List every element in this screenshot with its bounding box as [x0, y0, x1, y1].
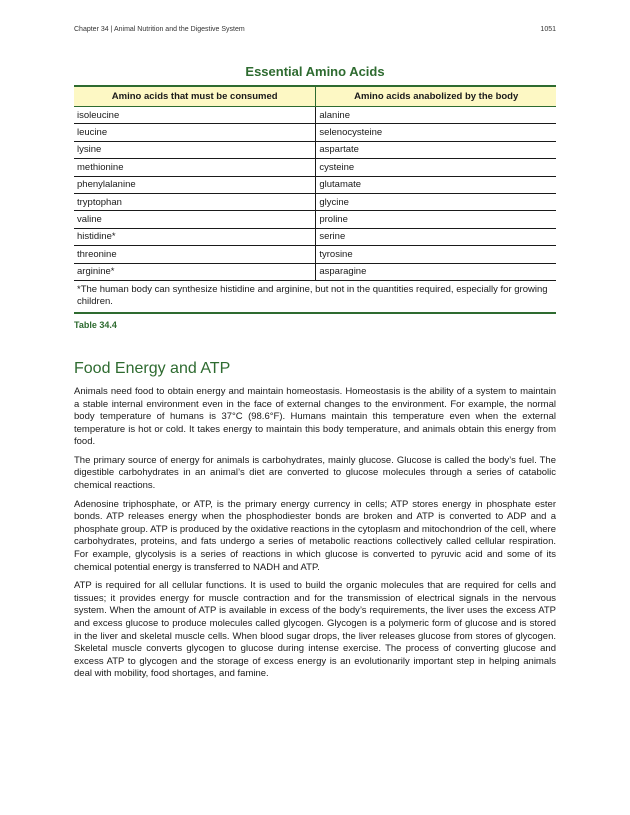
table-row: [74, 124, 556, 141]
table-cell: aspartate: [316, 141, 556, 158]
table-cell: tryptophan: [74, 193, 316, 210]
table-cell: cysteine: [316, 159, 556, 176]
table-cell: selenocysteine: [316, 124, 556, 141]
page-number: 1051: [540, 26, 556, 33]
table-cell: histidine*: [74, 228, 316, 245]
table-cell: lysine: [74, 141, 316, 158]
table-cell: threonine: [74, 246, 316, 263]
table-row: [74, 107, 556, 124]
chapter-title: Chapter 34 | Animal Nutrition and the Digestive System: [74, 26, 245, 33]
section-heading: Food Energy and ATP: [74, 359, 231, 377]
table-cell: glycine: [316, 193, 556, 210]
table-row: [74, 159, 556, 176]
table-cell: asparagine: [316, 263, 556, 280]
table-cell: leucine: [74, 124, 316, 141]
paragraph: ATP is required for all cellular functions. It is used to build the organic molecules that are required for cells and tissues; it provides energy for muscle contraction and for the transmission of electrical signals in the nervous system. When the amount of ATP is available in excess of the body’s requirements, the liver uses the excess ATP and excess glucose to produce molecules called glycogen. Glycogen is a polymeric form of glucose and is stored in the liver and skeletal muscle cells. When blood sugar drops, the liver releases glucose from stores of glycogen. Skeletal muscle converts glycogen to glucose during intense exercise. The process of converting glucose and excess ATP to glycogen and the storage of excess energy is an evolutionarily important step in helping animals deal with mobility, food shortages, and famine.: [74, 580, 556, 680]
running-header: [74, 26, 556, 33]
table-cell: glutamate: [316, 176, 556, 193]
table-row: [74, 211, 556, 228]
table-row: [74, 176, 556, 193]
table-cell: methionine: [74, 159, 316, 176]
column-header-consumed: Amino acids that must be consumed: [74, 86, 316, 107]
table-cell: proline: [316, 211, 556, 228]
table-header-row: [74, 86, 556, 107]
page-content: [74, 60, 556, 687]
table-footnote-row: [74, 280, 556, 313]
paragraph: Adenosine triphosphate, or ATP, is the primary energy currency in cells; ATP stores energy in phosphate ester bonds. ATP releases energy when the phosphodiester bonds are broken and ATP is converted to ADP and a phosphate group. ATP is produced by the oxidative reactions in the cytoplasm and mitochondrion of the cell, where carbohydrates, proteins, and fats undergo a series of metabolic reactions collectively called cellular respiration. For example, glycolysis is a series of reactions in which glucose is converted to pyruvic acid and some of its chemical potential energy is transferred to NADH and ATP.: [74, 498, 556, 573]
table-row: [74, 228, 556, 245]
paragraph: Animals need food to obtain energy and maintain homeostasis. Homeostasis is the ability of a system to maintain a stable internal environment even in the face of external changes to the environment. For example, the normal body temperature of humans is 37°C (98.6°F). Humans maintain this temperature even when the external temperature is hot or cold. It takes energy to maintain this body temperature, and animals obtain this energy from food.: [74, 385, 556, 448]
table-cell: alanine: [316, 107, 556, 124]
table-cell: valine: [74, 211, 316, 228]
table-cell: phenylalanine: [74, 176, 316, 193]
table-caption: Table 34.4: [74, 319, 117, 330]
paragraph: The primary source of energy for animals is carbohydrates, mainly glucose. Glucose is called the body’s fuel. The digestible carbohydrates in an animal’s diet are converted to glucose molecules through a series of catabolic chemical reactions.: [74, 454, 556, 492]
table-title: Essential Amino Acids: [245, 64, 385, 79]
table-cell: serine: [316, 228, 556, 245]
table-cell: tyrosine: [316, 246, 556, 263]
table-row: [74, 263, 556, 280]
table-cell: isoleucine: [74, 107, 316, 124]
amino-acids-table: [74, 85, 556, 314]
table-row: [74, 141, 556, 158]
table-cell: arginine*: [74, 263, 316, 280]
column-header-anabolized: Amino acids anabolized by the body: [316, 86, 556, 107]
table-footnote: *The human body can synthesize histidine and arginine, but not in the quantities required, especially for growing children.: [74, 280, 556, 313]
table-row: [74, 193, 556, 210]
table-row: [74, 246, 556, 263]
